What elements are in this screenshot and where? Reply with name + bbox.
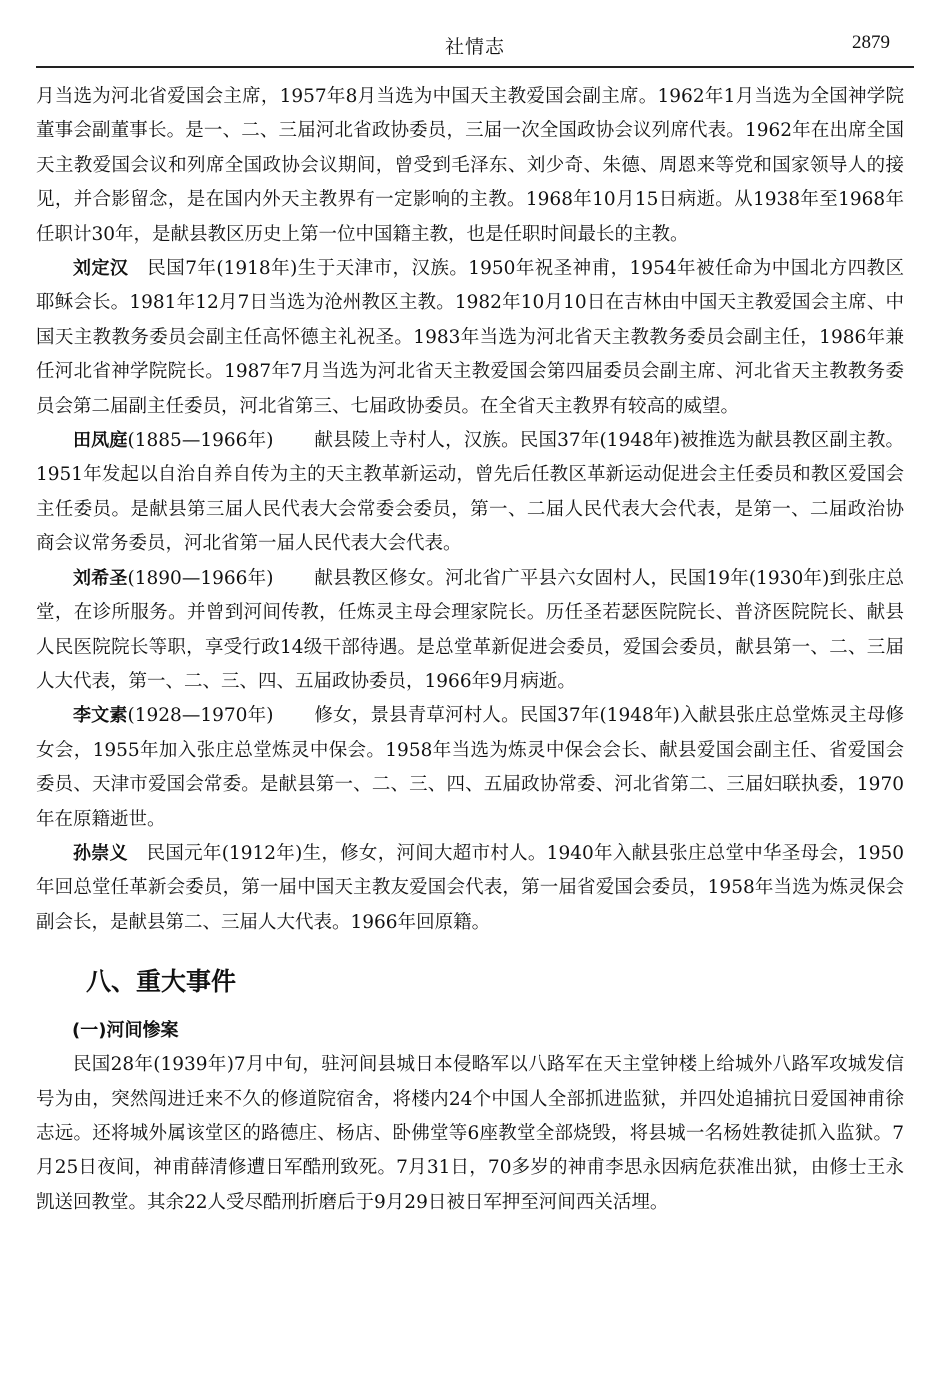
biography-entry (36, 837, 904, 940)
page-number: 2879 (852, 32, 890, 53)
page-body (36, 80, 904, 1220)
biography-entry (36, 252, 904, 424)
paragraph-text: 献县陵上寺村人，汉族。民国37年(1948年)被推选为献县教区副主教。1951年发起以自治自养自传为主的天主教革新运动，曾先后任教区革新运动促进会主任委员和教区爱国会主任委员。是献县第三届人民代表大会常委会委员，第一、二届人民代表大会代表，是第一、二届政治协商会议常务委员，河北省第一届人民代表大会代表。 (36, 430, 904, 555)
page-header (36, 26, 914, 68)
running-title: 社情志 (444, 36, 505, 58)
biography-entry (36, 562, 904, 700)
paragraph-text: 民国7年(1918年)生于天津市，汉族。1950年祝圣神甫，1954年被任命为中国北方四教区耶稣会长。1981年12月7日当选为沧州教区主教。1982年10月10日在吉林由中国天主教爱国会主席、中国天主教教务委员会副主任高怀德主礼祝圣。1983年当选为河北省天主教教务委员会副主任，1986年兼任河北省神学院院长。1987年7月当选为河北省天主教爱国会第四届委员会副主席、河北省天主教教务委员会第二届副主任委员，河北省第三、七届政协委员。在全省天主教界有较高的威望。 (36, 258, 905, 417)
paragraph-text: 修女，景县青草河村人。民国37年(1948年)入献县张庄总堂炼灵主母修女会，1955年加入张庄总堂炼灵中保会。1958年当选为炼灵中保会会长、献县爱国会副主任、省爱国会委员、天津市爱国会常委。是献县第一、二、三、四、五届政协常委、河北省第二、三届妇联执委，1970年在原籍逝世。 (36, 705, 904, 830)
person-name: 田凤庭 (73, 430, 128, 452)
biography-entry (36, 424, 904, 562)
section-heading: 八、重大事件 (86, 967, 237, 997)
person-name: 刘定汉 (73, 258, 129, 280)
person-name: 李文素 (73, 705, 128, 727)
paragraph-text: 月当选为河北省爱国会主席，1957年8月当选为中国天主教爱国会副主席。1962年1月当选为全国神学院董事会副董事长。是一、二、三届河北省政协委员，三届一次全国政协会议列席代表。1962年在出席全国天主教爱国会议和列席全国政协会议期间，曾受到毛泽东、刘少奇、朱德、周恩来等党和国家领导人的接见，并合影留念，是在国内外天主教界有一定影响的主教。1968年10月15日病逝。从1938年至1968年任职计30年，是献县教区历史上第一位中国籍主教，也是任职时间最长的主教。 (36, 86, 904, 245)
person-name: 孙崇义 (73, 842, 128, 864)
person-name: 刘希圣 (73, 567, 128, 589)
paragraph-text: 献县教区修女。河北省广平县六女固村人，民国19年(1930年)到张庄总堂，在诊所服务。并曾到河间传教，任炼灵主母会理家院长。历任圣若瑟医院院长、普济医院院长、献县人民医院院长等职，享受行政14级干部待遇。是总堂革新促进会委员，爱国会委员，献县第一、二、三届人大代表，第一、二、三、四、五届政协委员，1966年9月病逝。 (36, 567, 904, 692)
life-dates: (1885—1966年) (127, 430, 274, 452)
paragraph-text: 民国元年(1912年)生，修女，河间大超市村人。1940年入献县张庄总堂中华圣母会，1950年回总堂任革新会委员，第一届中国天主教友爱国会代表，第一届省爱国会委员，1958年当选为炼灵保会副会长，是献县第二、三届人大代表。1966年回原籍。 (36, 842, 905, 933)
subsection-heading: (一)河间惨案 (72, 1020, 179, 1042)
life-dates: (1928—1970年) (127, 705, 274, 727)
life-dates: (1890—1966年) (127, 567, 274, 589)
paragraph-continued (36, 80, 904, 252)
biography-entry (36, 699, 904, 837)
paragraph-text: 民国28年(1939年)7月中旬，驻河间县城日本侵略军以八路军在天主堂钟楼上给城外八路军攻城发信号为由，突然闯进迁来不久的修道院宿舍，将楼内24个中国人全部抓进监狱，并四处追捕抗日爱国神甫徐志远。还将城外属该堂区的路德庄、杨店、卧佛堂等6座教堂全部烧毁，将县城一名杨姓教徒抓入监狱。7月25日夜间，神甫薛清修遭日军酷刑致死。7月31日，70多岁的神甫李思永因病危获准出狱，由修士王永凯送回教堂。其余22人受尽酷刑折磨后于9月29日被日军押至河间西关活埋。 (36, 1054, 904, 1213)
section-paragraph (36, 1048, 904, 1220)
